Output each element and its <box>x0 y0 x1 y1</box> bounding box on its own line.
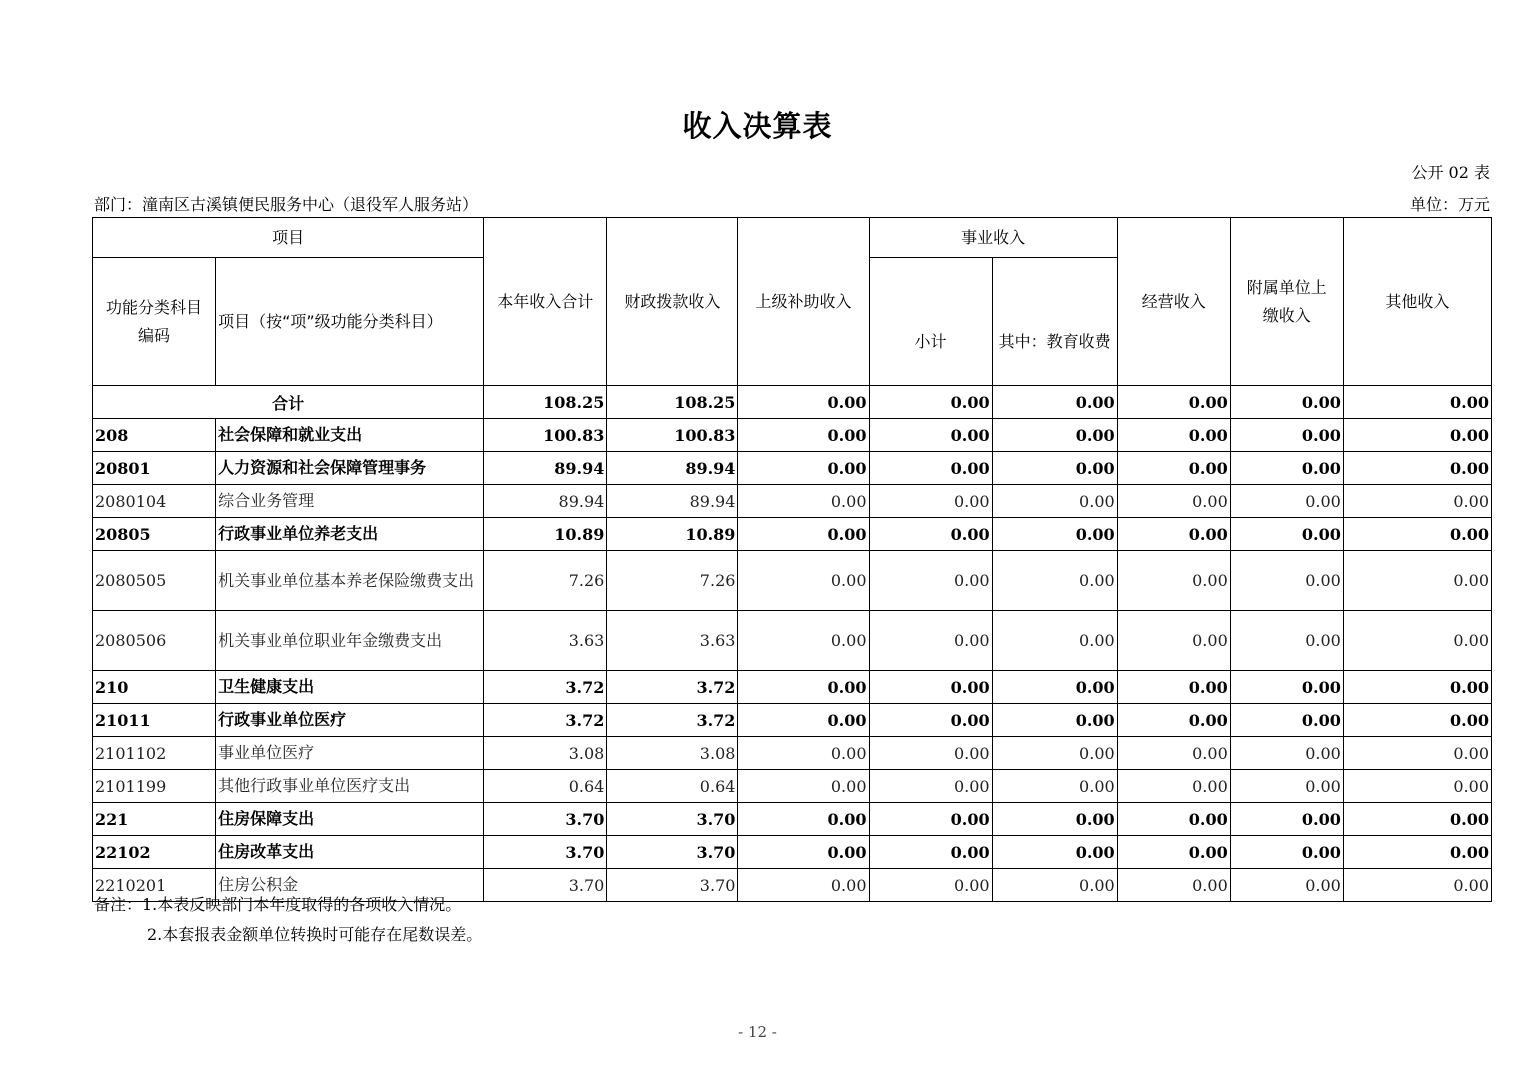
cell-code: 22102 <box>93 836 216 869</box>
cell-subtotal: 0.00 <box>869 485 992 518</box>
cell-code: 2080104 <box>93 485 216 518</box>
header-operating: 经营收入 <box>1117 218 1230 386</box>
header-fiscal: 财政拨款收入 <box>607 218 738 386</box>
cell-superior: 0.00 <box>738 737 869 770</box>
form-number: 公开 02 表 <box>1411 163 1490 182</box>
cell-education: 0.00 <box>992 611 1117 671</box>
cell-education: 0.00 <box>992 704 1117 737</box>
cell-other: 0.00 <box>1343 737 1491 770</box>
cell-fiscal: 10.89 <box>607 518 738 551</box>
header-education: 其中：教育收费 <box>992 258 1117 386</box>
cell-education: 0.00 <box>992 452 1117 485</box>
cell-other: 0.00 <box>1343 869 1491 902</box>
cell-total: 100.83 <box>484 419 607 452</box>
cell-subtotal: 0.00 <box>869 770 992 803</box>
cell-name: 机关事业单位基本养老保险缴费支出 <box>216 551 484 611</box>
cell-code: 20801 <box>93 452 216 485</box>
cell-name: 行政事业单位医疗 <box>216 704 484 737</box>
cell-affiliated: 0.00 <box>1230 671 1343 704</box>
header-project: 项目 <box>93 218 484 258</box>
cell-operating: 0.00 <box>1117 770 1230 803</box>
cell-operating: 0.00 <box>1117 836 1230 869</box>
cell-fiscal: 3.08 <box>607 737 738 770</box>
cell-affiliated: 0.00 <box>1230 770 1343 803</box>
cell-education: 0.00 <box>992 485 1117 518</box>
cell-subtotal: 0.00 <box>869 419 992 452</box>
cell-subtotal: 0.00 <box>869 518 992 551</box>
cell-subtotal: 0.00 <box>869 737 992 770</box>
unit-label: 单位：万元 <box>1409 195 1490 214</box>
cell-fiscal: 100.83 <box>607 419 738 452</box>
cell-education: 0.00 <box>992 671 1117 704</box>
cell-affiliated: 0.00 <box>1230 518 1343 551</box>
table-row <box>93 803 1492 836</box>
cell-code: 208 <box>93 419 216 452</box>
cell-other: 0.00 <box>1343 452 1491 485</box>
cell-code: 21011 <box>93 704 216 737</box>
cell-other: 0.00 <box>1343 704 1491 737</box>
cell-total: 3.72 <box>484 704 607 737</box>
cell-education: 0.00 <box>992 737 1117 770</box>
cell-education: 0.00 <box>992 419 1117 452</box>
cell-superior: 0.00 <box>738 485 869 518</box>
cell-total: 108.25 <box>484 386 607 419</box>
cell-other: 0.00 <box>1343 485 1491 518</box>
header-subtotal: 小计 <box>869 258 992 386</box>
cell-subtotal: 0.00 <box>869 551 992 611</box>
cell-name: 行政事业单位养老支出 <box>216 518 484 551</box>
cell-other: 0.00 <box>1343 419 1491 452</box>
cell-operating: 0.00 <box>1117 485 1230 518</box>
cell-affiliated: 0.00 <box>1230 386 1343 419</box>
cell-name: 其他行政事业单位医疗支出 <box>216 770 484 803</box>
cell-operating: 0.00 <box>1117 419 1230 452</box>
cell-operating: 0.00 <box>1117 386 1230 419</box>
cell-education: 0.00 <box>992 770 1117 803</box>
cell-fiscal: 3.72 <box>607 704 738 737</box>
cell-superior: 0.00 <box>738 836 869 869</box>
cell-operating: 0.00 <box>1117 737 1230 770</box>
cell-superior: 0.00 <box>738 770 869 803</box>
table-row <box>93 770 1492 803</box>
cell-subtotal: 0.00 <box>869 452 992 485</box>
cell-fiscal: 3.70 <box>607 836 738 869</box>
cell-fiscal: 3.70 <box>607 803 738 836</box>
cell-affiliated: 0.00 <box>1230 737 1343 770</box>
cell-affiliated: 0.00 <box>1230 551 1343 611</box>
header-affiliated: 附属单位上缴收入 <box>1230 218 1343 386</box>
header-total: 本年收入合计 <box>484 218 607 386</box>
cell-operating: 0.00 <box>1117 704 1230 737</box>
cell-affiliated: 0.00 <box>1230 452 1343 485</box>
header-other: 其他收入 <box>1343 218 1491 386</box>
table-header <box>93 218 1492 386</box>
cell-fiscal: 3.63 <box>607 611 738 671</box>
cell-other: 0.00 <box>1343 551 1491 611</box>
header-code: 功能分类科目编码 <box>93 258 216 386</box>
cell-education: 0.00 <box>992 836 1117 869</box>
cell-superior: 0.00 <box>738 803 869 836</box>
cell-fiscal: 108.25 <box>607 386 738 419</box>
cell-subtotal: 0.00 <box>869 386 992 419</box>
cell-total: 7.26 <box>484 551 607 611</box>
cell-fiscal: 3.70 <box>607 869 738 902</box>
cell-superior: 0.00 <box>738 551 869 611</box>
cell-code: 20805 <box>93 518 216 551</box>
cell-affiliated: 0.00 <box>1230 611 1343 671</box>
cell-total: 3.08 <box>484 737 607 770</box>
table-row <box>93 671 1492 704</box>
cell-name: 机关事业单位职业年金缴费支出 <box>216 611 484 671</box>
table-row <box>93 452 1492 485</box>
cell-name: 社会保障和就业支出 <box>216 419 484 452</box>
cell-code: 2210201 <box>93 869 216 902</box>
note-1: 备注：1.本表反映部门本年度取得的各项收入情况。 <box>94 895 462 914</box>
cell-superior: 0.00 <box>738 386 869 419</box>
cell-operating: 0.00 <box>1117 518 1230 551</box>
header-superior: 上级补助收入 <box>738 218 869 386</box>
table-body <box>93 386 1492 902</box>
cell-code: 2101102 <box>93 737 216 770</box>
cell-affiliated: 0.00 <box>1230 803 1343 836</box>
cell-total: 3.70 <box>484 803 607 836</box>
cell-subtotal: 0.00 <box>869 611 992 671</box>
cell-other: 0.00 <box>1343 611 1491 671</box>
cell-superior: 0.00 <box>738 419 869 452</box>
cell-other: 0.00 <box>1343 803 1491 836</box>
cell-affiliated: 0.00 <box>1230 869 1343 902</box>
table-row <box>93 611 1492 671</box>
cell-name: 住房保障支出 <box>216 803 484 836</box>
cell-superior: 0.00 <box>738 452 869 485</box>
cell-subtotal: 0.00 <box>869 803 992 836</box>
cell-affiliated: 0.00 <box>1230 419 1343 452</box>
table-row <box>93 704 1492 737</box>
cell-fiscal: 7.26 <box>607 551 738 611</box>
cell-other: 0.00 <box>1343 836 1491 869</box>
header-business-group: 事业收入 <box>869 218 1117 258</box>
cell-name: 住房公积金 <box>216 869 484 902</box>
cell-code: 2101199 <box>93 770 216 803</box>
cell-fiscal: 89.94 <box>607 485 738 518</box>
cell-subtotal: 0.00 <box>869 836 992 869</box>
cell-name: 住房改革支出 <box>216 836 484 869</box>
cell-education: 0.00 <box>992 518 1117 551</box>
department-label: 部门：潼南区古溪镇便民服务中心（退役军人服务站） <box>94 195 479 214</box>
cell-operating: 0.00 <box>1117 452 1230 485</box>
cell-superior: 0.00 <box>738 869 869 902</box>
cell-name: 卫生健康支出 <box>216 671 484 704</box>
cell-code: 2080505 <box>93 551 216 611</box>
cell-fiscal: 0.64 <box>607 770 738 803</box>
table-row <box>93 485 1492 518</box>
cell-total: 89.94 <box>484 485 607 518</box>
cell-total: 89.94 <box>484 452 607 485</box>
total-label: 合计 <box>93 386 484 419</box>
cell-operating: 0.00 <box>1117 803 1230 836</box>
income-final-accounts-table <box>92 217 1492 902</box>
cell-other: 0.00 <box>1343 386 1491 419</box>
cell-code: 210 <box>93 671 216 704</box>
cell-total: 3.70 <box>484 869 607 902</box>
notes <box>94 890 482 950</box>
cell-total: 3.70 <box>484 836 607 869</box>
page-number: - 12 - <box>738 1023 777 1041</box>
cell-operating: 0.00 <box>1117 551 1230 611</box>
cell-total: 3.63 <box>484 611 607 671</box>
cell-name: 综合业务管理 <box>216 485 484 518</box>
cell-operating: 0.00 <box>1117 671 1230 704</box>
cell-education: 0.00 <box>992 386 1117 419</box>
cell-subtotal: 0.00 <box>869 671 992 704</box>
cell-other: 0.00 <box>1343 770 1491 803</box>
table-row <box>93 836 1492 869</box>
cell-superior: 0.00 <box>738 518 869 551</box>
cell-affiliated: 0.00 <box>1230 836 1343 869</box>
note-2: 2.本套报表金额单位转换时可能存在尾数误差。 <box>147 925 483 944</box>
table-row <box>93 419 1492 452</box>
cell-education: 0.00 <box>992 551 1117 611</box>
cell-education: 0.00 <box>992 803 1117 836</box>
cell-education: 0.00 <box>992 869 1117 902</box>
table-row <box>93 551 1492 611</box>
cell-other: 0.00 <box>1343 671 1491 704</box>
cell-name: 人力资源和社会保障管理事务 <box>216 452 484 485</box>
cell-subtotal: 0.00 <box>869 704 992 737</box>
page-title: 收入决算表 <box>682 109 833 143</box>
cell-superior: 0.00 <box>738 611 869 671</box>
cell-total: 3.72 <box>484 671 607 704</box>
cell-total: 10.89 <box>484 518 607 551</box>
cell-affiliated: 0.00 <box>1230 704 1343 737</box>
cell-total: 0.64 <box>484 770 607 803</box>
cell-superior: 0.00 <box>738 704 869 737</box>
cell-code: 221 <box>93 803 216 836</box>
table-row <box>93 518 1492 551</box>
cell-superior: 0.00 <box>738 671 869 704</box>
cell-fiscal: 89.94 <box>607 452 738 485</box>
cell-name: 事业单位医疗 <box>216 737 484 770</box>
cell-operating: 0.00 <box>1117 869 1230 902</box>
cell-affiliated: 0.00 <box>1230 485 1343 518</box>
total-row <box>93 386 1492 419</box>
header-name: 项目（按“项”级功能分类科目） <box>216 258 484 386</box>
table-row <box>93 737 1492 770</box>
cell-subtotal: 0.00 <box>869 869 992 902</box>
cell-other: 0.00 <box>1343 518 1491 551</box>
cell-code: 2080506 <box>93 611 216 671</box>
cell-operating: 0.00 <box>1117 611 1230 671</box>
cell-fiscal: 3.72 <box>607 671 738 704</box>
